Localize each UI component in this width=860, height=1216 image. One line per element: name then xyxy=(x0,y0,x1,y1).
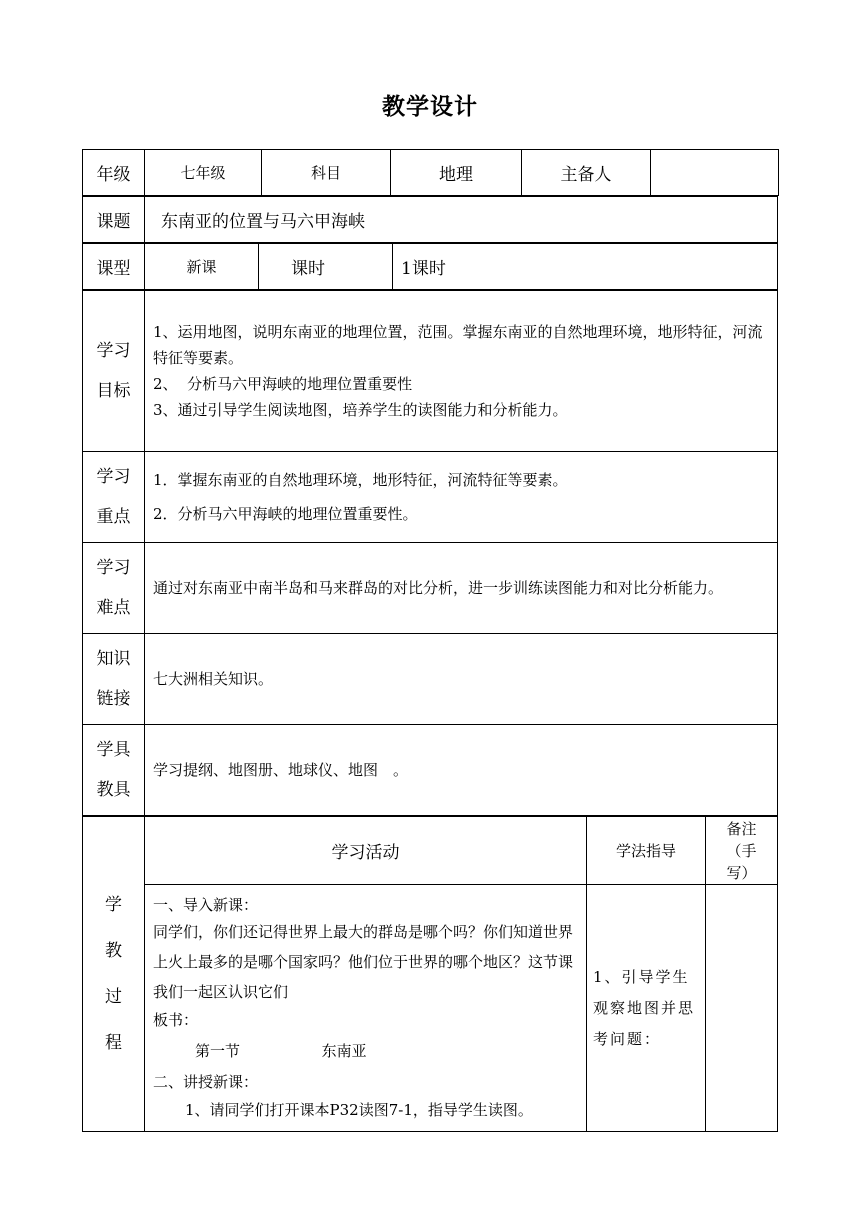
topic-label: 课题 xyxy=(83,197,145,243)
grade-value: 七年级 xyxy=(145,150,262,196)
knowledge-label xyxy=(83,634,145,725)
process-label-char: 程 xyxy=(105,1033,122,1053)
topic-row xyxy=(83,197,778,243)
method-header: 学法指导 xyxy=(587,817,706,885)
subject-label: 科目 xyxy=(262,150,391,196)
key-points-label-line2: 重点 xyxy=(96,507,131,527)
board-topic: 东南亚 xyxy=(321,1042,367,1060)
key-points-content xyxy=(145,452,778,543)
board-line xyxy=(153,1033,578,1069)
process-label-char: 过 xyxy=(105,987,122,1007)
difficulties-content: 通过对东南亚中南半岛和马来群岛的对比分析，进一步训练读图能力和对比分析能力。 xyxy=(145,543,778,634)
teach-step1: 1、请同学们打开课本P32读图7-1，指导学生读图。 xyxy=(185,1101,533,1119)
objective-item: 2、 分析马六甲海峡的地理位置重要性 xyxy=(153,375,413,393)
tools-label-line2: 教具 xyxy=(96,780,131,800)
grade-row xyxy=(83,150,779,196)
knowledge-label-line1: 知识 xyxy=(96,649,131,669)
objectives-label-line1: 学习 xyxy=(96,341,131,361)
note-header-line: 备注 xyxy=(726,819,757,838)
method-content: 1、引导学生观察地图并思考问题： xyxy=(587,885,706,1132)
key-points-row xyxy=(83,452,778,543)
tools-label xyxy=(83,725,145,816)
teach-heading: 二、讲授新课： xyxy=(153,1073,259,1091)
type-value: 新课 xyxy=(145,244,259,290)
subject-value: 地理 xyxy=(391,150,522,196)
process-content-row xyxy=(83,885,778,1132)
objectives-row xyxy=(83,291,778,452)
tools-label-line1: 学具 xyxy=(96,740,131,760)
process-label-char: 教 xyxy=(105,941,122,961)
type-label: 课型 xyxy=(83,244,145,290)
page-title: 教学设计 xyxy=(382,93,478,120)
key-point-item: 1．掌握东南亚的自然地理环境，地形特征，河流特征等要素。 xyxy=(153,471,568,489)
preparer-label: 主备人 xyxy=(522,150,651,196)
process-label-char: 学 xyxy=(105,895,122,915)
objective-item: 1、运用地图，说明东南亚的地理位置，范围。掌握东南亚的自然地理环境，地形特征，河流特征等要素。 xyxy=(153,323,763,367)
tools-content: 学习提纲、地图册、地球仪、地图 。 xyxy=(145,725,778,816)
difficulties-label xyxy=(83,543,145,634)
process-label xyxy=(83,817,145,1132)
note-header xyxy=(706,817,778,885)
difficulties-label-line1: 学习 xyxy=(96,558,131,578)
activity-header: 学习活动 xyxy=(145,817,587,885)
tools-row xyxy=(83,725,778,816)
objectives-label-line2: 目标 xyxy=(96,381,131,401)
objectives-content xyxy=(145,291,778,452)
grade-label: 年级 xyxy=(83,150,145,196)
objective-item: 3、通过引导学生阅读地图，培养学生的读图能力和分析能力。 xyxy=(153,401,568,419)
intro-text: 同学们，你们还记得世界上最大的群岛是哪个吗？你们知道世界上火上最多的是哪个国家吗？他们位于世界的哪个地区？这节课我们一起区认识它们 xyxy=(153,923,574,1001)
knowledge-content: 七大洲相关知识。 xyxy=(145,634,778,725)
difficulties-row xyxy=(83,543,778,634)
process-header-row xyxy=(83,817,778,885)
note-header-line: （手 xyxy=(726,841,757,860)
period-label: 课时 xyxy=(259,244,393,290)
info-table xyxy=(82,149,778,1132)
key-points-label xyxy=(83,452,145,543)
key-point-item: 2．分析马六甲海峡的地理位置重要性。 xyxy=(153,505,418,523)
key-points-label-line1: 学习 xyxy=(96,467,131,487)
board-section: 第一节 xyxy=(195,1042,241,1060)
topic-value: 东南亚的位置与马六甲海峡 xyxy=(145,197,778,243)
board-label: 板书： xyxy=(153,1011,199,1029)
difficulties-label-line2: 难点 xyxy=(96,598,131,618)
preparer-value xyxy=(651,150,779,196)
period-value: 1课时 xyxy=(393,244,778,290)
knowledge-row xyxy=(83,634,778,725)
intro-heading: 一、导入新课： xyxy=(153,896,259,914)
note-content xyxy=(706,885,778,1132)
objectives-label xyxy=(83,291,145,452)
type-row xyxy=(83,244,778,290)
note-header-line: 写） xyxy=(726,863,757,882)
knowledge-label-line2: 链接 xyxy=(96,689,131,709)
activity-content xyxy=(145,885,587,1132)
